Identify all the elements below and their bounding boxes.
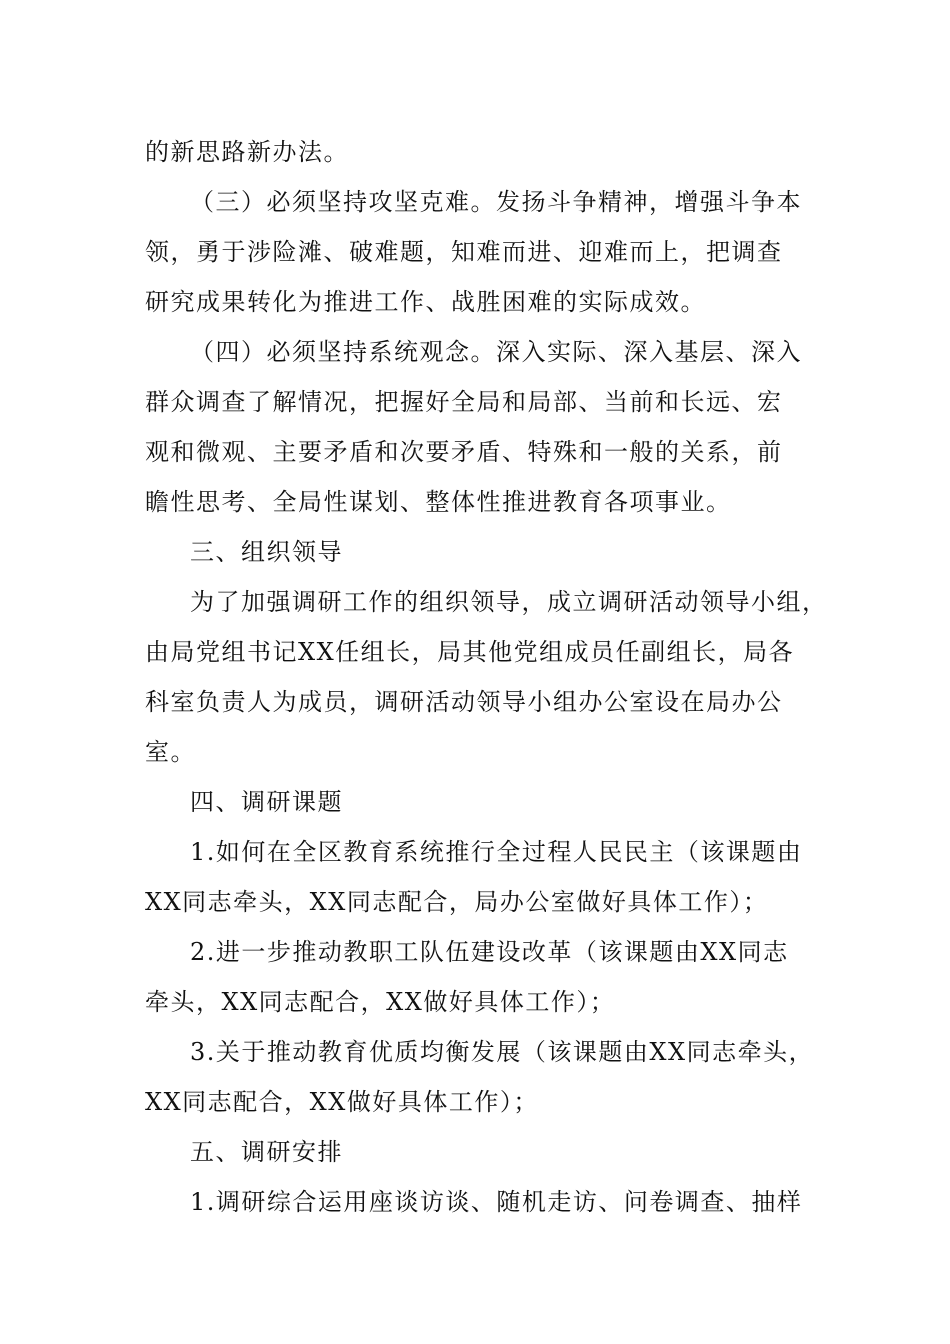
text-line: 观和微观、主要矛盾和次要矛盾、特殊和一般的关系，前 <box>145 438 783 466</box>
text-line: XX同志牵头，XX同志配合，局办公室做好具体工作）； <box>145 888 769 916</box>
text-line: XX同志配合，XX做好具体工作）； <box>145 1088 539 1116</box>
text-line: 为了加强调研工作的组织领导，成立调研活动领导小组， <box>190 588 828 616</box>
text-line: 群众调查了解情况，把握好全局和局部、当前和长远、宏 <box>145 388 783 416</box>
text-line: 瞻性思考、全局性谋划、整体性推进教育各项事业。 <box>145 488 732 516</box>
text-line: 由局党组书记XX任组长，局其他党组成员任副组长，局各 <box>145 638 795 666</box>
list-item: 1.调研综合运用座谈访谈、随机走访、问卷调查、抽样 <box>190 1188 803 1216</box>
list-item: 3.关于推动教育优质均衡发展（该课题由XX同志牵头， <box>190 1038 815 1066</box>
text-line: 科室负责人为成员，调研活动领导小组办公室设在局办公 <box>145 688 783 716</box>
text-line: 牵头，XX同志配合，XX做好具体工作）； <box>145 988 616 1016</box>
text-line: （四）必须坚持系统观念。深入实际、深入基层、深入 <box>190 338 802 366</box>
section-heading: 三、组织领导 <box>190 538 343 566</box>
list-item: 1.如何在全区教育系统推行全过程人民民主（该课题由 <box>190 838 803 866</box>
text-line: 的新思路新办法。 <box>145 138 349 166</box>
text-line: 室。 <box>145 738 196 766</box>
text-line: 研究成果转化为推进工作、战胜困难的实际成效。 <box>145 288 706 316</box>
section-heading: 五、调研安排 <box>190 1138 343 1166</box>
text-line: （三）必须坚持攻坚克难。发扬斗争精神，增强斗争本 <box>190 188 802 216</box>
text-line: 领，勇于涉险滩、破难题，知难而进、迎难而上，把调查 <box>145 238 783 266</box>
section-heading: 四、调研课题 <box>190 788 343 816</box>
list-item: 2.进一步推动教职工队伍建设改革（该课题由XX同志 <box>190 938 789 966</box>
